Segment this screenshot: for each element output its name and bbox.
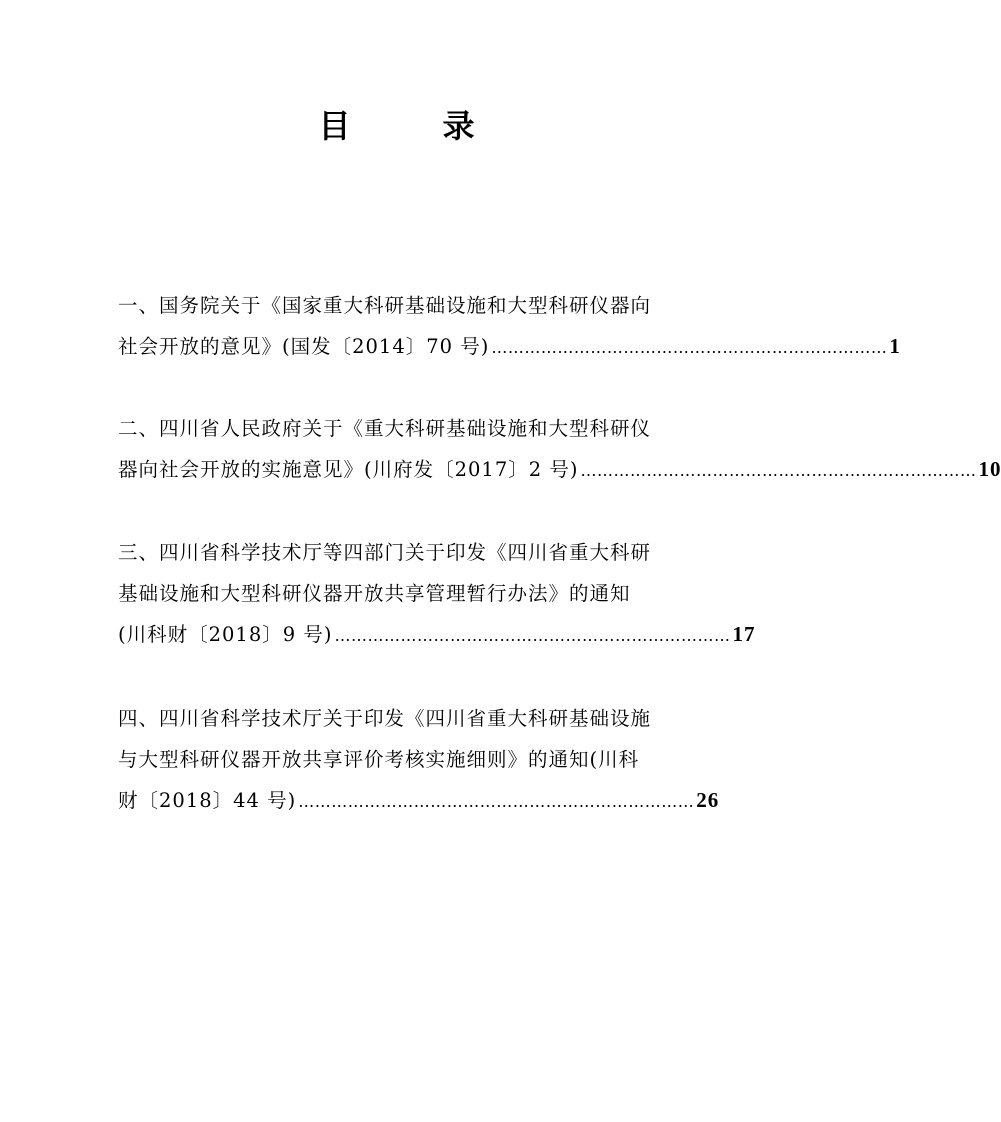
- toc-entry-3[interactable]: [118, 532, 756, 655]
- toc-entry-text: (川科财〔2018〕9 号): [118, 623, 333, 646]
- page-number: 1: [889, 334, 901, 358]
- toc-entry-last-line: [118, 326, 901, 367]
- toc-entry-text: 与大型科研仪器开放共享评价考核实施细则》的通知(川科: [118, 748, 640, 771]
- toc-entry-text: 一、国务院关于《国家重大科研基础设施和大型科研仪器向: [118, 294, 652, 317]
- toc-entry-text: 社会开放的意见》(国发〔2014〕70 号): [118, 335, 490, 358]
- leader-dots: ………………………………………………………………: [580, 461, 977, 480]
- toc-entry-2[interactable]: [118, 408, 1001, 490]
- page-title: 目 录: [318, 107, 505, 145]
- toc-entry-text: 财〔2018〕44 号): [118, 789, 297, 812]
- leader-dots: ………………………………………………………………: [298, 792, 695, 811]
- page-number: 26: [696, 788, 720, 812]
- toc-entry-text: 三、四川省科学技术厅等四部门关于印发《四川省重大科研: [118, 541, 652, 564]
- page-number: 10: [978, 457, 1001, 481]
- toc-entry-4[interactable]: [118, 698, 720, 821]
- toc-entry-last-line: [118, 780, 720, 821]
- toc-entry-text: 器向社会开放的实施意见》(川府发〔2017〕2 号): [118, 458, 579, 481]
- toc-entry-1[interactable]: [118, 285, 901, 367]
- toc-entry-last-line: [118, 614, 756, 655]
- page-number: 17: [732, 622, 756, 646]
- toc-entry-text: 四、四川省科学技术厅关于印发《四川省重大科研基础设施: [118, 707, 652, 730]
- toc-entry-text: 基础设施和大型科研仪器开放共享管理暂行办法》的通知: [118, 582, 631, 605]
- toc-entry-text: 二、四川省人民政府关于《重大科研基础设施和大型科研仪: [118, 417, 652, 440]
- leader-dots: ………………………………………………………………: [334, 626, 731, 645]
- leader-dots: ………………………………………………………………: [491, 338, 888, 357]
- toc-entry-last-line: [118, 449, 1001, 490]
